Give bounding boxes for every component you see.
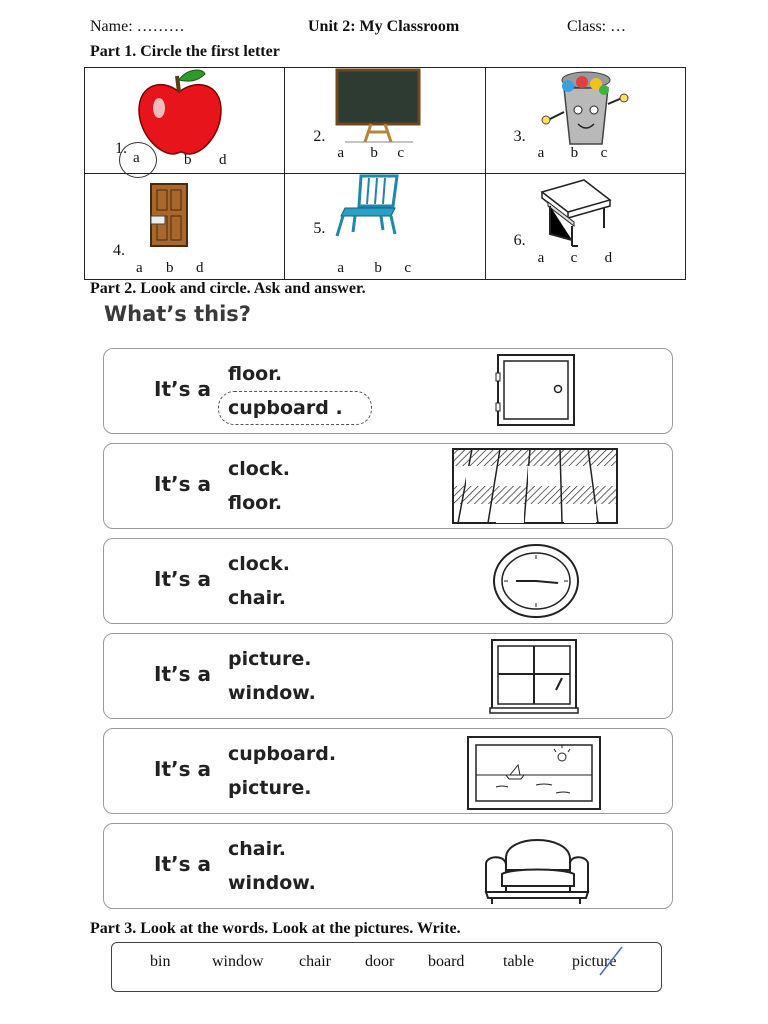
name-field-label: Name: ……… (90, 18, 185, 35)
letter-option[interactable]: d (219, 152, 227, 168)
part1-title: Part 1. Circle the first letter (90, 43, 280, 60)
worksheet-title: Unit 2: My Classroom (308, 18, 460, 35)
door-icon (149, 182, 189, 248)
item-number: 3. (513, 128, 526, 145)
armchair-icon (482, 828, 592, 906)
answer-row (103, 633, 673, 719)
part2-title: Part 2. Look and circle. Ask and answer. (90, 280, 366, 297)
letter-option[interactable]: c (397, 145, 404, 161)
word-bank-item: table (503, 953, 535, 970)
letter-option[interactable]: a (133, 150, 140, 166)
letter-option[interactable]: c (404, 260, 411, 276)
framed-picture-icon (466, 735, 602, 811)
choice-option-1[interactable]: floor. (228, 363, 283, 385)
part3-title: Part 3. Look at the words. Look at the pictures. Write. (90, 920, 461, 937)
choice-option-2[interactable]: window. (228, 682, 316, 704)
letter-option[interactable]: a (136, 260, 143, 276)
row-prefix: It’s a (154, 662, 211, 686)
chair-icon (335, 174, 403, 238)
question-heading: What’s this? (104, 302, 251, 326)
item-number: 4. (113, 242, 125, 259)
item-number: 6. (513, 232, 526, 249)
chalkboard-icon (335, 68, 423, 146)
choice-option-1[interactable]: picture. (228, 648, 312, 670)
part1-grid (84, 67, 686, 280)
part1-cell-4 (85, 174, 285, 280)
letter-option[interactable]: a (537, 250, 545, 266)
letter-option[interactable]: a (537, 145, 545, 161)
answer-row (103, 538, 673, 624)
choice-option-1[interactable]: chair. (228, 838, 287, 860)
word-bank-item: window (212, 953, 264, 970)
part1-cell-2 (285, 68, 485, 174)
row-prefix: It’s a (154, 757, 211, 781)
letter-option[interactable]: b (370, 145, 378, 161)
desk-icon (538, 178, 614, 250)
letter-option[interactable]: d (604, 250, 613, 266)
clock-icon (492, 543, 580, 619)
choice-option-2[interactable]: chair. (228, 587, 287, 609)
letter-option[interactable]: d (196, 260, 204, 276)
row-prefix: It’s a (154, 567, 211, 591)
answer-row (103, 823, 673, 909)
choice-option-2[interactable]: floor. (228, 492, 283, 514)
cupboard-icon (494, 353, 578, 427)
row-prefix: It’s a (154, 852, 211, 876)
choice-option-1[interactable]: clock. (228, 458, 290, 480)
cross-out-mark (596, 945, 626, 977)
answer-row (103, 443, 673, 529)
word-bank (111, 942, 662, 992)
row-prefix: It’s a (154, 472, 211, 496)
part1-cell-1 (85, 68, 285, 174)
letter-option[interactable]: b (570, 145, 579, 161)
letter-option[interactable]: c (570, 250, 578, 266)
word-bank-item: board (428, 953, 465, 970)
item-number: 2. (313, 128, 326, 145)
word-bank-item: bin (150, 953, 171, 970)
letter-option[interactable]: b (374, 260, 382, 276)
choice-option-2[interactable]: window. (228, 872, 316, 894)
window-icon (488, 638, 580, 714)
part1-cell-6 (485, 174, 685, 280)
letter-option[interactable]: c (600, 145, 608, 161)
choice-option-1[interactable]: clock. (228, 553, 290, 575)
word-bank-item: chair (299, 953, 331, 970)
word-bank-item: door (365, 953, 395, 970)
letter-option[interactable]: a (337, 260, 344, 276)
item-number: 1. (115, 140, 127, 157)
part1-cell-5 (285, 174, 485, 280)
row-prefix: It’s a (154, 377, 211, 401)
letter-option[interactable]: a (337, 145, 344, 161)
class-field-label: Class: … (567, 18, 627, 35)
part1-cell-3 (485, 68, 685, 174)
letter-option[interactable]: b (166, 260, 174, 276)
tiled-floor-icon (452, 448, 618, 524)
choice-option-2[interactable]: cupboard . (228, 397, 343, 419)
answer-row (103, 348, 673, 434)
choice-option-2[interactable]: picture. (228, 777, 312, 799)
word-bank-item: picture (572, 953, 617, 970)
trash-bin-icon (538, 68, 630, 148)
answer-row (103, 728, 673, 814)
choice-option-1[interactable]: cupboard. (228, 743, 337, 765)
item-number: 5. (313, 220, 326, 237)
letter-option[interactable]: b (184, 152, 192, 168)
